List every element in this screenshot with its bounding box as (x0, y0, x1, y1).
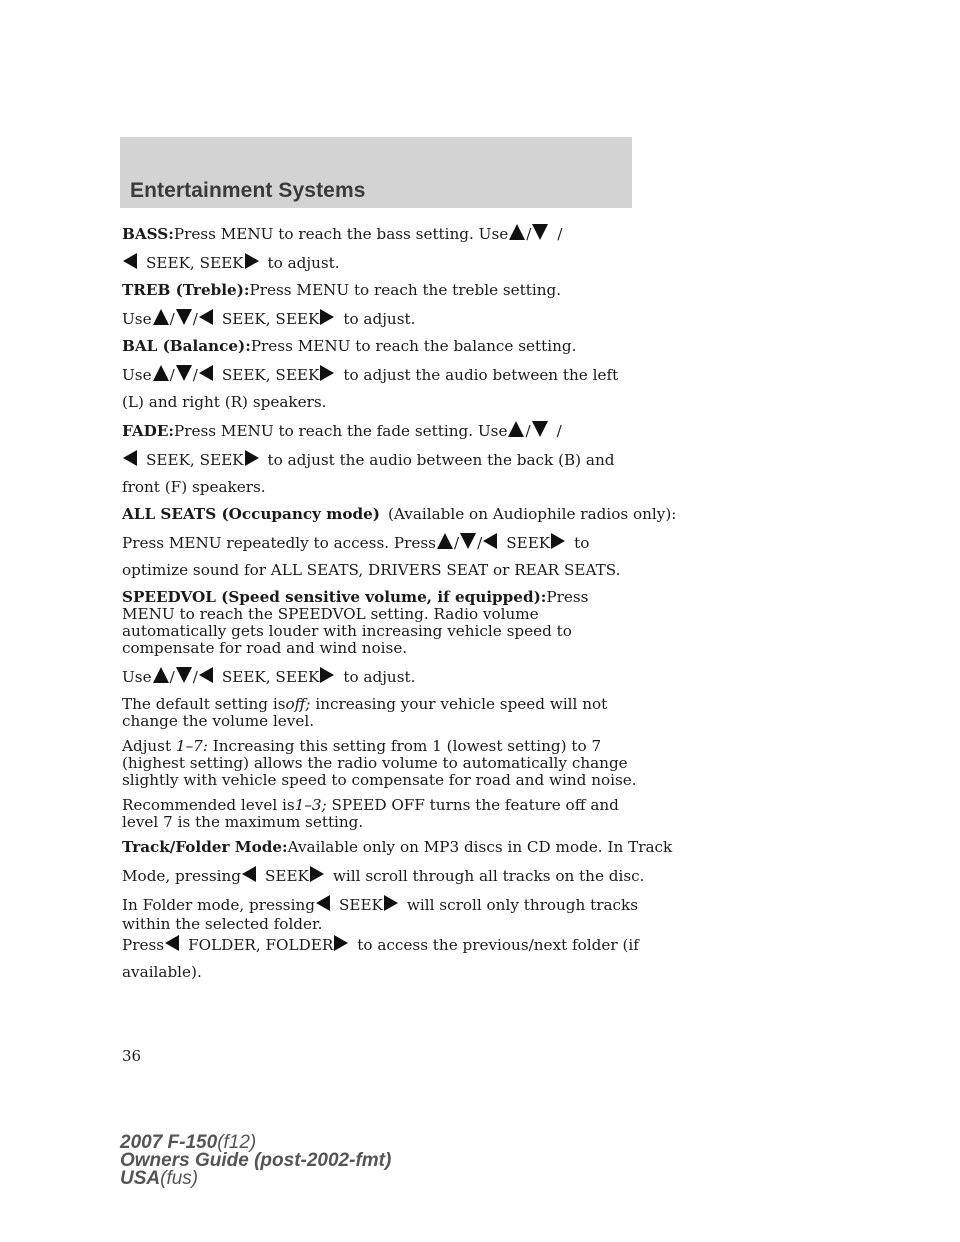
footer-region: USA (120, 1168, 161, 1189)
treble-section (122, 282, 642, 328)
separator: / (169, 366, 175, 384)
all-seats-term: ALL SEATS (Occupancy mode) (122, 505, 380, 523)
seek-label: SEEK, SEEK (221, 668, 320, 686)
seek-right-icon (310, 866, 324, 882)
balance-cont: (L) and right (R) speakers. (122, 393, 327, 411)
seek-right-icon (245, 253, 259, 269)
balance-section (122, 338, 642, 411)
default-setting-para (122, 696, 642, 730)
fade-term: FADE: (122, 422, 175, 440)
seek-right-icon (320, 309, 334, 325)
section-header (120, 137, 632, 208)
separator: / (477, 534, 483, 552)
balance-end: to adjust the audio between the left (343, 366, 619, 384)
seek-left-icon (199, 309, 213, 325)
track-line3-end: will scroll only through tracks (406, 896, 639, 914)
treble-desc: Press MENU to reach the treble setting. (249, 281, 562, 299)
speedvol-desc: Press MENU to reach the SPEEDVOL setting. Radio volume automatically gets louder with increasing vehicle speed to compensate for road and wind noise. (122, 588, 589, 657)
up-arrow-icon (437, 533, 453, 549)
use-label: Use (122, 310, 152, 328)
up-arrow-icon (509, 224, 525, 240)
folder-left-icon (165, 935, 179, 951)
all-seats-end: to (574, 534, 590, 552)
adjust-post: Increasing this setting from 1 (lowest setting) to 7 (highest setting) allows the radio volume to automatically change slightly with vehicle speed to compensate for road and wind noise. (122, 737, 637, 789)
section-title: Entertainment Systems (130, 179, 366, 202)
footer-guide: Owners Guide (post-2002-fmt) (120, 1150, 392, 1171)
bass-term: BASS: (122, 225, 174, 243)
up-arrow-icon (153, 365, 169, 381)
default-post: increasing your vehicle speed will not change the volume level. (122, 695, 608, 730)
track-line4: within the selected folder. (122, 915, 323, 933)
all-seats-line2: Press MENU repeatedly to access. Press (122, 534, 436, 552)
recommended-para (122, 797, 642, 831)
track-line6: available). (122, 963, 202, 981)
fade-cont: front (F) speakers. (122, 478, 266, 496)
track-line2-pre: Mode, pressing (122, 867, 241, 885)
balance-term: BAL (Balance): (122, 337, 251, 355)
seek-right-icon (245, 450, 259, 466)
speedvol-section (122, 589, 642, 686)
down-arrow-icon (532, 421, 548, 437)
track-folder-term: Track/Folder Mode: (122, 838, 288, 856)
bass-desc: Press MENU to reach the bass setting. Use (173, 225, 509, 243)
separator: / (557, 225, 563, 243)
recommended-value: 1–3; (294, 796, 327, 814)
fade-section (122, 421, 642, 496)
down-arrow-icon (532, 224, 548, 240)
seek-right-icon (551, 533, 565, 549)
bass-end: to adjust. (267, 254, 340, 272)
speedvol-end: to adjust. (343, 668, 416, 686)
seek-right-icon (320, 667, 334, 683)
footer (120, 1134, 391, 1188)
seek-label: SEEK, SEEK (221, 310, 320, 328)
separator: / (526, 225, 532, 243)
track-folder-section (122, 838, 673, 981)
seek-label: SEEK, SEEK (146, 451, 244, 469)
all-seats-desc: (Available on Audiophile radios only): (387, 505, 677, 523)
separator: / (192, 366, 198, 384)
seek-left-icon (199, 667, 213, 683)
treble-term: TREB (Treble): (122, 281, 250, 299)
down-arrow-icon (176, 309, 192, 325)
separator: / (453, 534, 460, 552)
down-arrow-icon (176, 365, 192, 381)
separator: / (169, 310, 175, 328)
seek-label: SEEK (506, 534, 551, 552)
seek-label: SEEK (264, 867, 309, 885)
down-arrow-icon (176, 667, 192, 683)
separator: / (169, 668, 175, 686)
adjust-pre: Adjust (122, 737, 172, 755)
seek-left-icon (316, 895, 330, 911)
manual-content (122, 224, 677, 991)
track-line5-pre: Press (122, 936, 165, 954)
track-line5-end: to access the previous/next folder (if (357, 936, 639, 954)
default-value: off; (285, 695, 311, 713)
fade-end: to adjust the audio between the back (B) and (267, 451, 615, 469)
folder-label: FOLDER, FOLDER (188, 936, 334, 954)
default-pre: The default setting is (122, 695, 286, 713)
seek-label: SEEK, SEEK (146, 254, 244, 272)
recommended-post: SPEED OFF turns the feature off and level 7 is the maximum setting. (122, 796, 619, 831)
use-label: Use (122, 366, 152, 384)
recommended-pre: Recommended level is (122, 796, 295, 814)
down-arrow-icon (460, 533, 476, 549)
fade-desc: Press MENU to reach the fade setting. Use (174, 422, 508, 440)
separator: / (525, 422, 531, 440)
page-number: 36 (122, 1047, 142, 1065)
separator: / (192, 310, 198, 328)
track-folder-desc: Available only on MP3 discs in CD mode. In Track (287, 838, 673, 856)
all-seats-section (122, 505, 677, 579)
footer-region-code: (fus) (160, 1168, 199, 1189)
seek-left-icon (483, 533, 497, 549)
footer-model-code: (f12) (217, 1132, 257, 1153)
seek-left-icon (123, 450, 137, 466)
seek-left-icon (242, 866, 256, 882)
track-line3-pre: In Folder mode, pressing (122, 896, 315, 914)
treble-end: to adjust. (343, 310, 416, 328)
footer-model: 2007 F-150 (120, 1132, 218, 1153)
up-arrow-icon (153, 667, 169, 683)
adjust-para (122, 738, 642, 789)
track-line2-end: will scroll through all tracks on the disc. (332, 867, 645, 885)
seek-left-icon (123, 253, 137, 269)
up-arrow-icon (153, 309, 169, 325)
seek-right-icon (320, 365, 334, 381)
seek-label: SEEK (338, 896, 383, 914)
use-label: Use (122, 668, 152, 686)
seek-left-icon (199, 365, 213, 381)
seek-label: SEEK, SEEK (221, 366, 320, 384)
separator: / (556, 422, 562, 440)
balance-desc: Press MENU to reach the balance setting. (250, 337, 577, 355)
adjust-value: 1–7: (175, 737, 208, 755)
bass-section (122, 224, 642, 272)
up-arrow-icon (508, 421, 524, 437)
seek-right-icon (384, 895, 398, 911)
speedvol-term: SPEEDVOL (Speed sensitive volume, if equipped): (122, 588, 547, 606)
all-seats-cont: optimize sound for ALL SEATS, DRIVERS SEAT or REAR SEATS. (122, 561, 621, 579)
folder-right-icon (334, 935, 348, 951)
separator: / (192, 668, 198, 686)
